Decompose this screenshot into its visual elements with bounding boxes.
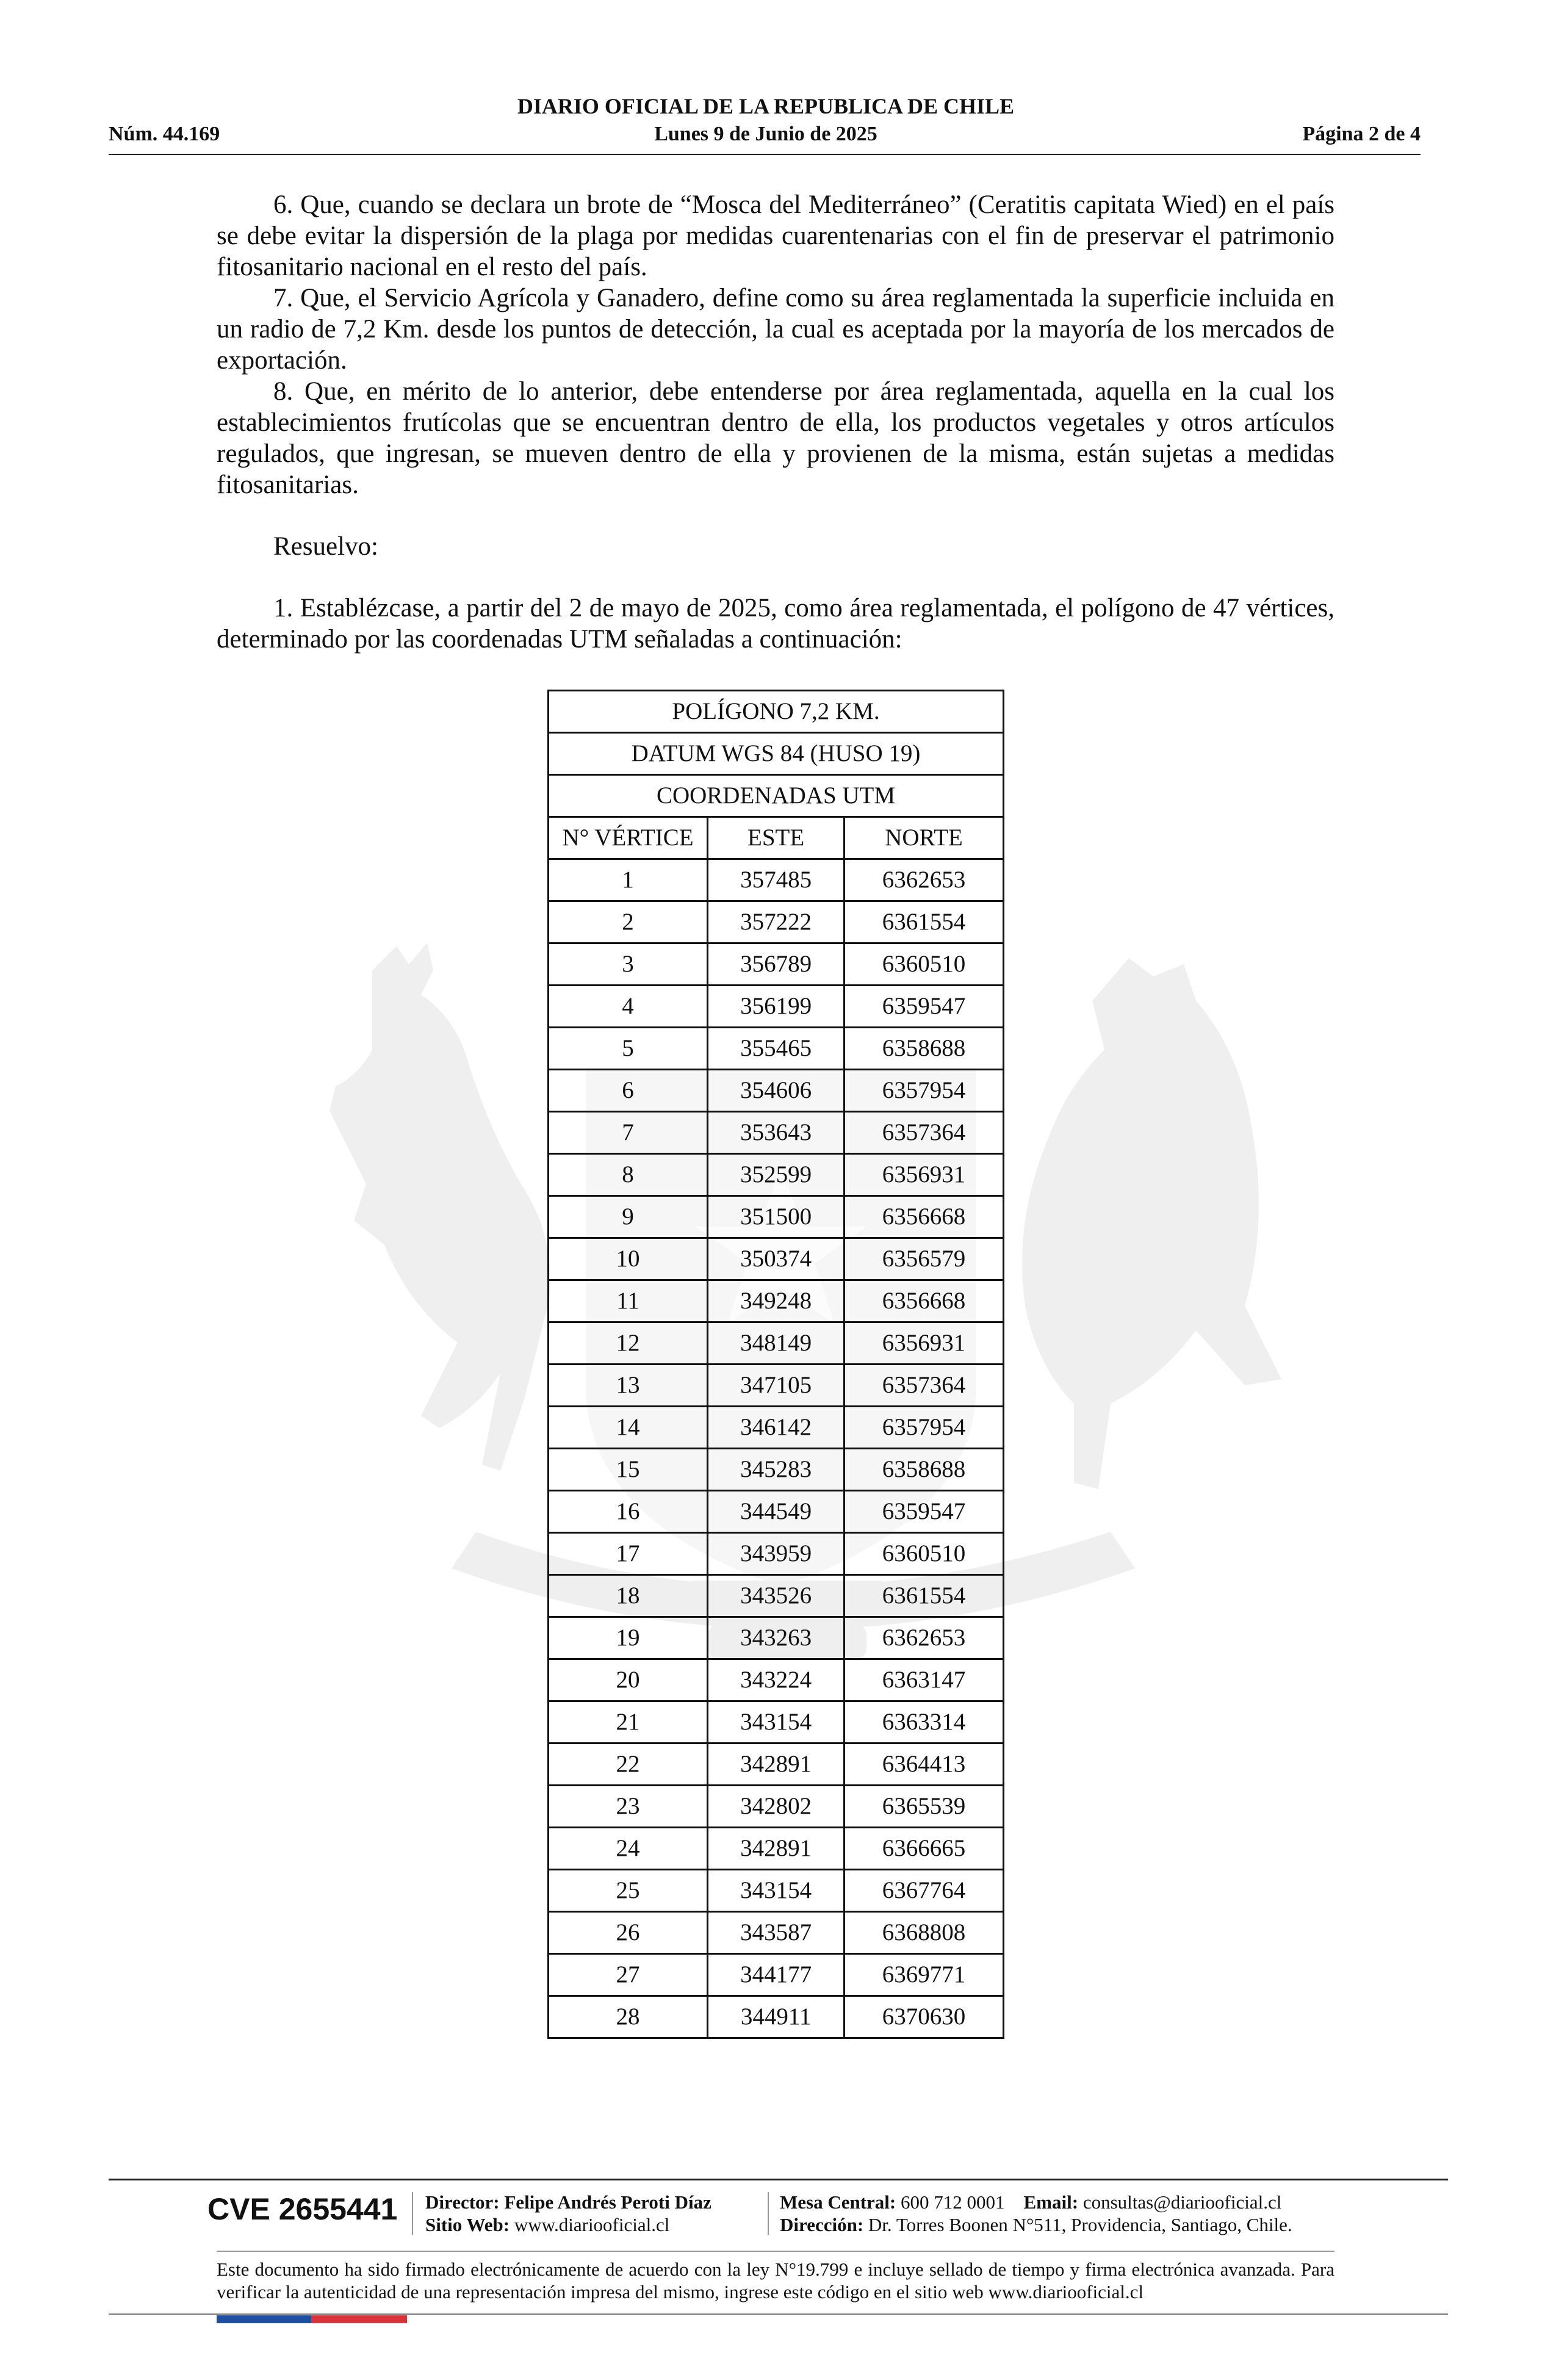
page-indicator: Página 2 de 4 [1302,123,1421,145]
footer-contact-block [780,2191,1292,2236]
issue-number: Núm. 44.169 [109,123,220,145]
este-cell: 344911 [708,1996,845,2038]
norte-cell: 6359547 [845,1491,1004,1533]
footer-inner-divider [217,2251,1334,2252]
table-row [549,1575,1004,1617]
norte-cell: 6357954 [845,1070,1004,1112]
vertex-cell: 6 [549,1070,708,1112]
vertex-cell: 27 [549,1954,708,1996]
table-row [549,1533,1004,1575]
table-row [549,1154,1004,1196]
mesa-phone: 600 712 0001 [901,2191,1005,2213]
flag-stripe-blue [217,2315,311,2323]
table-title-polygon: POLÍGONO 7,2 KM. [549,691,1004,733]
footer-director-block [425,2191,711,2236]
address-value: Dr. Torres Boonen N°511, Providencia, Santiago, Chile. [868,2214,1292,2235]
norte-cell: 6360510 [845,943,1004,986]
table-row [549,1322,1004,1365]
vertex-cell: 13 [549,1365,708,1407]
table-header-row [549,817,1004,859]
vertex-cell: 15 [549,1449,708,1491]
este-cell: 344177 [708,1954,845,1996]
vertex-cell: 20 [549,1659,708,1701]
este-cell: 343154 [708,1870,845,1912]
table-row [549,1996,1004,2038]
este-cell: 354606 [708,1070,845,1112]
norte-cell: 6362653 [845,1617,1004,1659]
vertex-cell: 26 [549,1912,708,1954]
norte-cell: 6368808 [845,1912,1004,1954]
paragraph-6: 6. Que, cuando se declara un brote de “Mosca del Mediterráneo” (Ceratitis capitata Wied) en el país se debe evitar la dispersión de la plaga por medidas cuarentenarias con el fin de preservar el patrimonio fitosanitario nacional en el resto del país. [217,190,1334,281]
este-cell: 343959 [708,1533,845,1575]
table-row [549,1659,1004,1701]
este-cell: 342802 [708,1786,845,1828]
este-cell: 343526 [708,1575,845,1617]
table-row [549,1112,1004,1154]
table-row [549,943,1004,986]
vertex-cell: 5 [549,1028,708,1070]
paragraph-8: 8. Que, en mérito de lo anterior, debe entenderse por área reglamentada, aquella en la cual los establecimientos frutícolas que se encuentran dentro de ella, los productos vegetales y otros artículos regulados, que ingresan, se mueven dentro de ella y provienen de la misma, están sujetas a medidas fitosanitarias. [217,377,1334,499]
este-cell: 343154 [708,1701,845,1744]
norte-cell: 6356668 [845,1196,1004,1238]
table-title-row [549,733,1004,775]
table-row [549,1365,1004,1407]
norte-cell: 6356931 [845,1322,1004,1365]
norte-cell: 6361554 [845,1575,1004,1617]
column-header-este: ESTE [708,817,845,859]
norte-cell: 6356668 [845,1280,1004,1322]
table-title-row [549,691,1004,733]
table-row [549,1407,1004,1449]
vertex-cell: 24 [549,1828,708,1870]
resuelvo-heading: Resuelvo: [273,532,378,561]
este-cell: 347105 [708,1365,845,1407]
vertex-cell: 21 [549,1701,708,1744]
newspaper-title: DIARIO OFICIAL DE LA REPUBLICA DE CHILE [517,94,1015,118]
vertex-cell: 18 [549,1575,708,1617]
norte-cell: 6361554 [845,901,1004,943]
vertex-cell: 4 [549,986,708,1028]
norte-cell: 6364413 [845,1744,1004,1786]
table-row [549,1828,1004,1870]
este-cell: 352599 [708,1154,845,1196]
vertex-cell: 1 [549,859,708,901]
vertex-cell: 12 [549,1322,708,1365]
table-row [549,1744,1004,1786]
table-row [549,1617,1004,1659]
norte-cell: 6357364 [845,1112,1004,1154]
vertex-cell: 25 [549,1870,708,1912]
vertex-cell: 9 [549,1196,708,1238]
norte-cell: 6356931 [845,1154,1004,1196]
coordinates-table [547,690,1004,2039]
vertex-cell: 14 [549,1407,708,1449]
table-title-row [549,775,1004,817]
este-cell: 342891 [708,1828,845,1870]
table-title-coordinates: COORDENADAS UTM [549,775,1004,817]
table-row [549,1912,1004,1954]
director-label: Director: [425,2191,500,2213]
este-cell: 351500 [708,1196,845,1238]
resolution-1: 1. Establézcase, a partir del 2 de mayo de 2025, como área reglamentada, el polígono de 47 vértices, determinado por las coordenadas UTM señaladas a continuación: [217,594,1334,654]
vertex-cell: 7 [549,1112,708,1154]
table-row [549,1070,1004,1112]
vertex-cell: 8 [549,1154,708,1196]
este-cell: 357485 [708,859,845,901]
norte-cell: 6360510 [845,1533,1004,1575]
vertex-cell: 22 [549,1744,708,1786]
norte-cell: 6357364 [845,1365,1004,1407]
este-cell: 342891 [708,1744,845,1786]
table-row [549,1701,1004,1744]
table-row [549,986,1004,1028]
norte-cell: 6367764 [845,1870,1004,1912]
website-label: Sitio Web: [425,2214,510,2235]
vertex-cell: 3 [549,943,708,986]
table-row [549,1954,1004,1996]
mesa-label: Mesa Central: [780,2191,896,2213]
table-row [549,1028,1004,1070]
norte-cell: 6357954 [845,1407,1004,1449]
table-row [549,1280,1004,1322]
cve-code: CVE 2655441 [207,2192,398,2226]
este-cell: 343224 [708,1659,845,1701]
norte-cell: 6363147 [845,1659,1004,1701]
column-header-vertex: N° VÉRTICE [549,817,708,859]
este-cell: 350374 [708,1238,845,1280]
table-row [549,901,1004,943]
header-divider [109,154,1421,155]
table-row [549,1196,1004,1238]
email-link[interactable]: consultas@diariooficial.cl [1082,2191,1282,2213]
vertex-cell: 28 [549,1996,708,2038]
vertex-cell: 19 [549,1617,708,1659]
table-row [549,1491,1004,1533]
vertex-cell: 10 [549,1238,708,1280]
norte-cell: 6365539 [845,1786,1004,1828]
body-text [217,189,1334,655]
norte-cell: 6362653 [845,859,1004,901]
este-cell: 356789 [708,943,845,986]
vertex-cell: 11 [549,1280,708,1322]
footer-separator [412,2192,413,2235]
signature-note: Este documento ha sido firmado electrónicamente de acuerdo con la ley N°19.799 e incluye sellado de tiempo y firma electrónica avanzada. Para verificar la autenticidad de una representación impresa del mismo, ingrese este código en el sitio web www.diariooficial.cl [217,2259,1334,2302]
este-cell: 346142 [708,1407,845,1449]
este-cell: 353643 [708,1112,845,1154]
vertex-cell: 2 [549,901,708,943]
este-cell: 344549 [708,1491,845,1533]
table-row [549,1786,1004,1828]
paragraph-7: 7. Que, el Servicio Agrícola y Ganadero, define como su área reglamentada la superficie incluida en un radio de 7,2 Km. desde los puntos de detección, la cual es aceptada por la mayoría de los mercados de exportación. [217,284,1334,375]
website-link[interactable]: www.diariooficial.cl [514,2214,670,2235]
table-row [549,1870,1004,1912]
column-header-norte: NORTE [845,817,1004,859]
norte-cell: 6366665 [845,1828,1004,1870]
norte-cell: 6370630 [845,1996,1004,2038]
norte-cell: 6369771 [845,1954,1004,1996]
este-cell: 345283 [708,1449,845,1491]
footer-divider [109,2179,1448,2180]
table-row [549,1449,1004,1491]
director-name: Felipe Andrés Peroti Díaz [504,2191,711,2213]
este-cell: 349248 [708,1280,845,1322]
issue-date: Lunes 9 de Junio de 2025 [654,123,877,145]
flag-stripe-red [311,2315,407,2323]
table-title-datum: DATUM WGS 84 (HUSO 19) [549,733,1004,775]
este-cell: 356199 [708,986,845,1028]
este-cell: 355465 [708,1028,845,1070]
norte-cell: 6358688 [845,1028,1004,1070]
este-cell: 348149 [708,1322,845,1365]
vertex-cell: 16 [549,1491,708,1533]
table-row [549,1238,1004,1280]
norte-cell: 6356579 [845,1238,1004,1280]
este-cell: 357222 [708,901,845,943]
vertex-cell: 17 [549,1533,708,1575]
vertex-cell: 23 [549,1786,708,1828]
address-label: Dirección: [780,2214,864,2235]
footer-bottom-divider [109,2313,1448,2315]
email-label: Email: [1023,2191,1079,2213]
norte-cell: 6359547 [845,986,1004,1028]
footer-separator [768,2192,769,2235]
este-cell: 343263 [708,1617,845,1659]
este-cell: 343587 [708,1912,845,1954]
norte-cell: 6358688 [845,1449,1004,1491]
table-row [549,859,1004,901]
norte-cell: 6363314 [845,1701,1004,1744]
